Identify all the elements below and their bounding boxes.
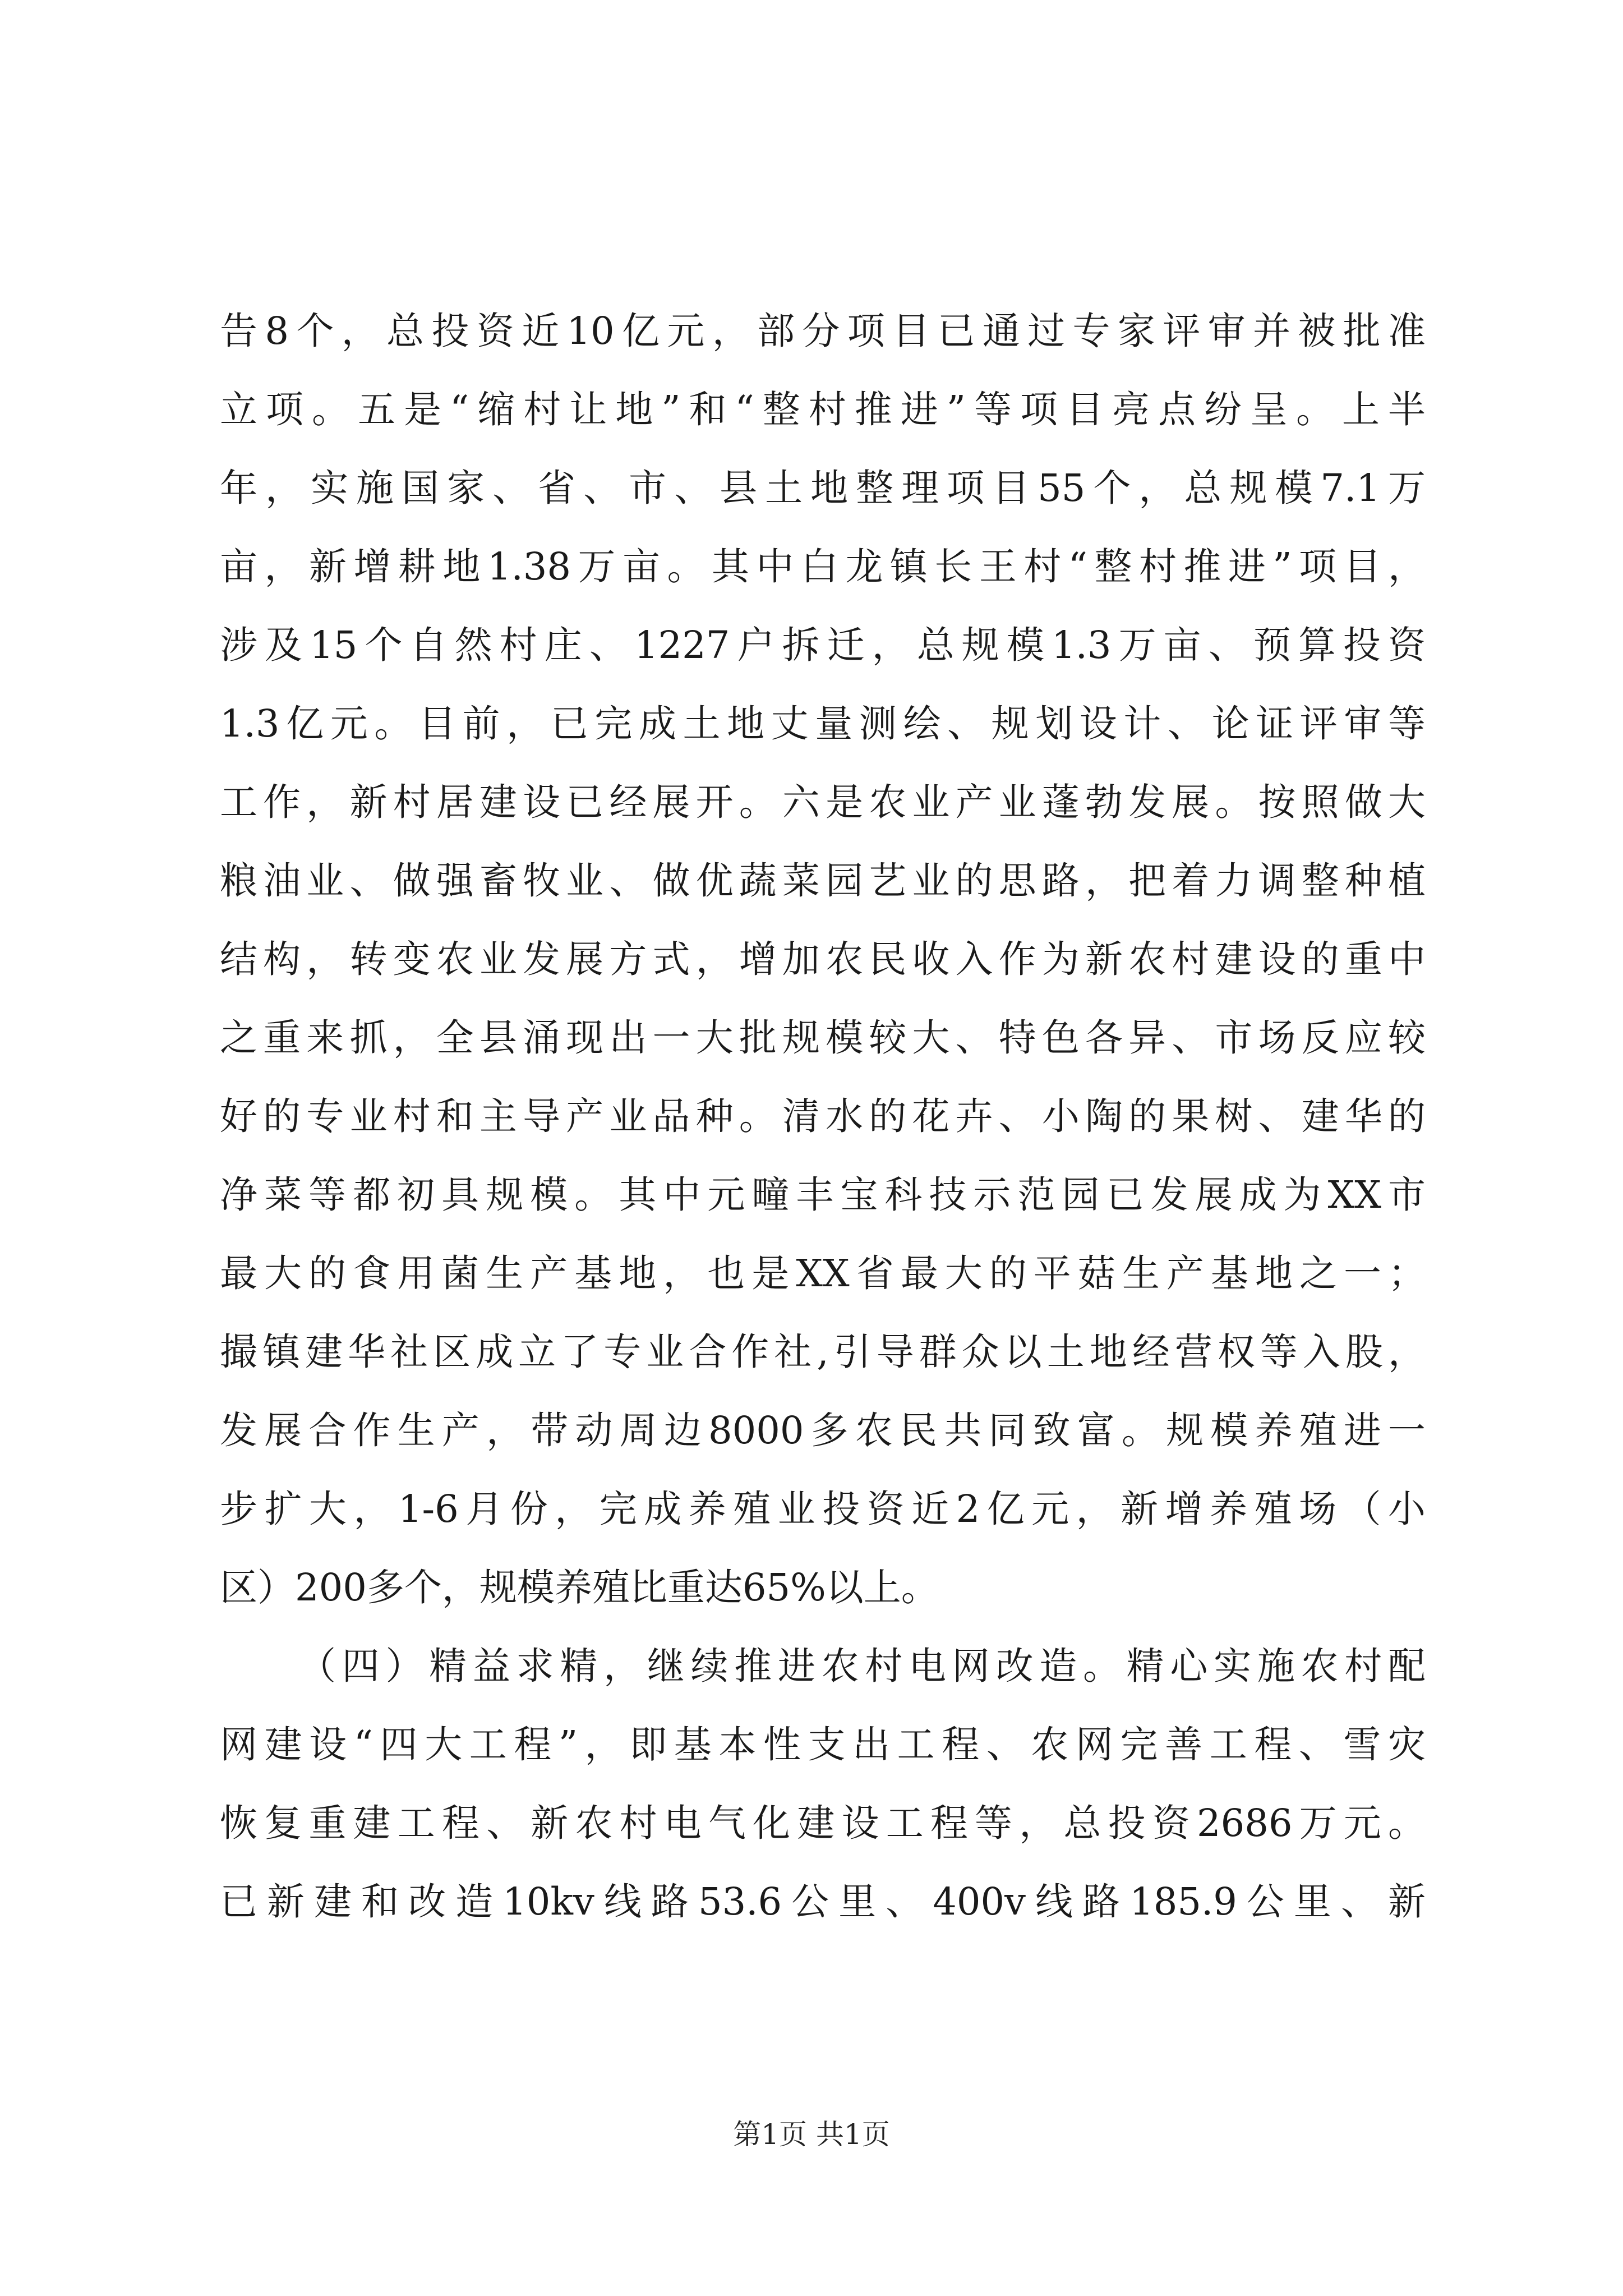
text-line: 之重来抓，全县涌现出一大批规模较大、特色各异、市场反应较	[220, 1016, 1426, 1060]
text-line: 区）200多个，规模养殖比重达65%以上。	[220, 1566, 939, 1609]
text-line: 恢复重建工程、新农村电气化建设工程等，总投资2686万元。	[220, 1801, 1426, 1845]
text-line: 告8个，总投资近10亿元，部分项目已通过专家评审并被批准	[220, 309, 1426, 353]
text-line: 立项。五是“缩村让地”和“整村推进”等项目亮点纷呈。上半	[220, 388, 1426, 431]
text-line: 好的专业村和主导产业品种。清水的花卉、小陶的果树、建华的	[220, 1094, 1426, 1138]
text-line: 结构，转变农业发展方式，增加农民收入作为新农村建设的重中	[220, 937, 1426, 981]
text-line: 涉及15个自然村庄、1227户拆迁，总规模1.3万亩、预算投资	[220, 623, 1426, 667]
text-line: 1.3亿元。目前，已完成土地丈量测绘、规划设计、论证评审等	[220, 702, 1426, 746]
text-line: 步扩大，1-6月份，完成养殖业投资近2亿元，新增养殖场（小	[220, 1487, 1426, 1531]
text-line: 最大的食用菌生产基地，也是XX省最大的平菇生产基地之一；	[220, 1251, 1426, 1295]
text-line: 发展合作生产，带动周边8000多农民共同致富。规模养殖进一	[220, 1409, 1426, 1452]
text-line: 工作，新村居建设已经展开。六是农业产业蓬勃发展。按照做大	[220, 780, 1426, 824]
text-line: 年，实施国家、省、市、县土地整理项目55个，总规模7.1万	[220, 466, 1426, 510]
text-line: 已新建和改造10kv线路53.6公里、400v线路185.9公里、新	[220, 1880, 1426, 1924]
text-line: 网建设“四大工程”，即基本性支出工程、农网完善工程、雪灾	[220, 1723, 1426, 1766]
text-line: 净菜等都初具规模。其中元疃丰宝科技示范园已发展成为XX市	[220, 1173, 1426, 1217]
text-line: 粮油业、做强畜牧业、做优蔬菜园艺业的思路，把着力调整种植	[220, 859, 1426, 903]
text-line: 撮镇建华社区成立了专业合作社,引导群众以土地经营权等入股，	[220, 1330, 1426, 1374]
body-text	[220, 292, 1426, 1941]
text-line: 亩，新增耕地1.38万亩。其中白龙镇长王村“整村推进”项目，	[220, 545, 1426, 588]
page-footer: 第1页 共1页	[733, 2118, 890, 2151]
section-heading-line: （四）精益求精，继续推进农村电网改造。精心实施农村配	[298, 1644, 1426, 1688]
